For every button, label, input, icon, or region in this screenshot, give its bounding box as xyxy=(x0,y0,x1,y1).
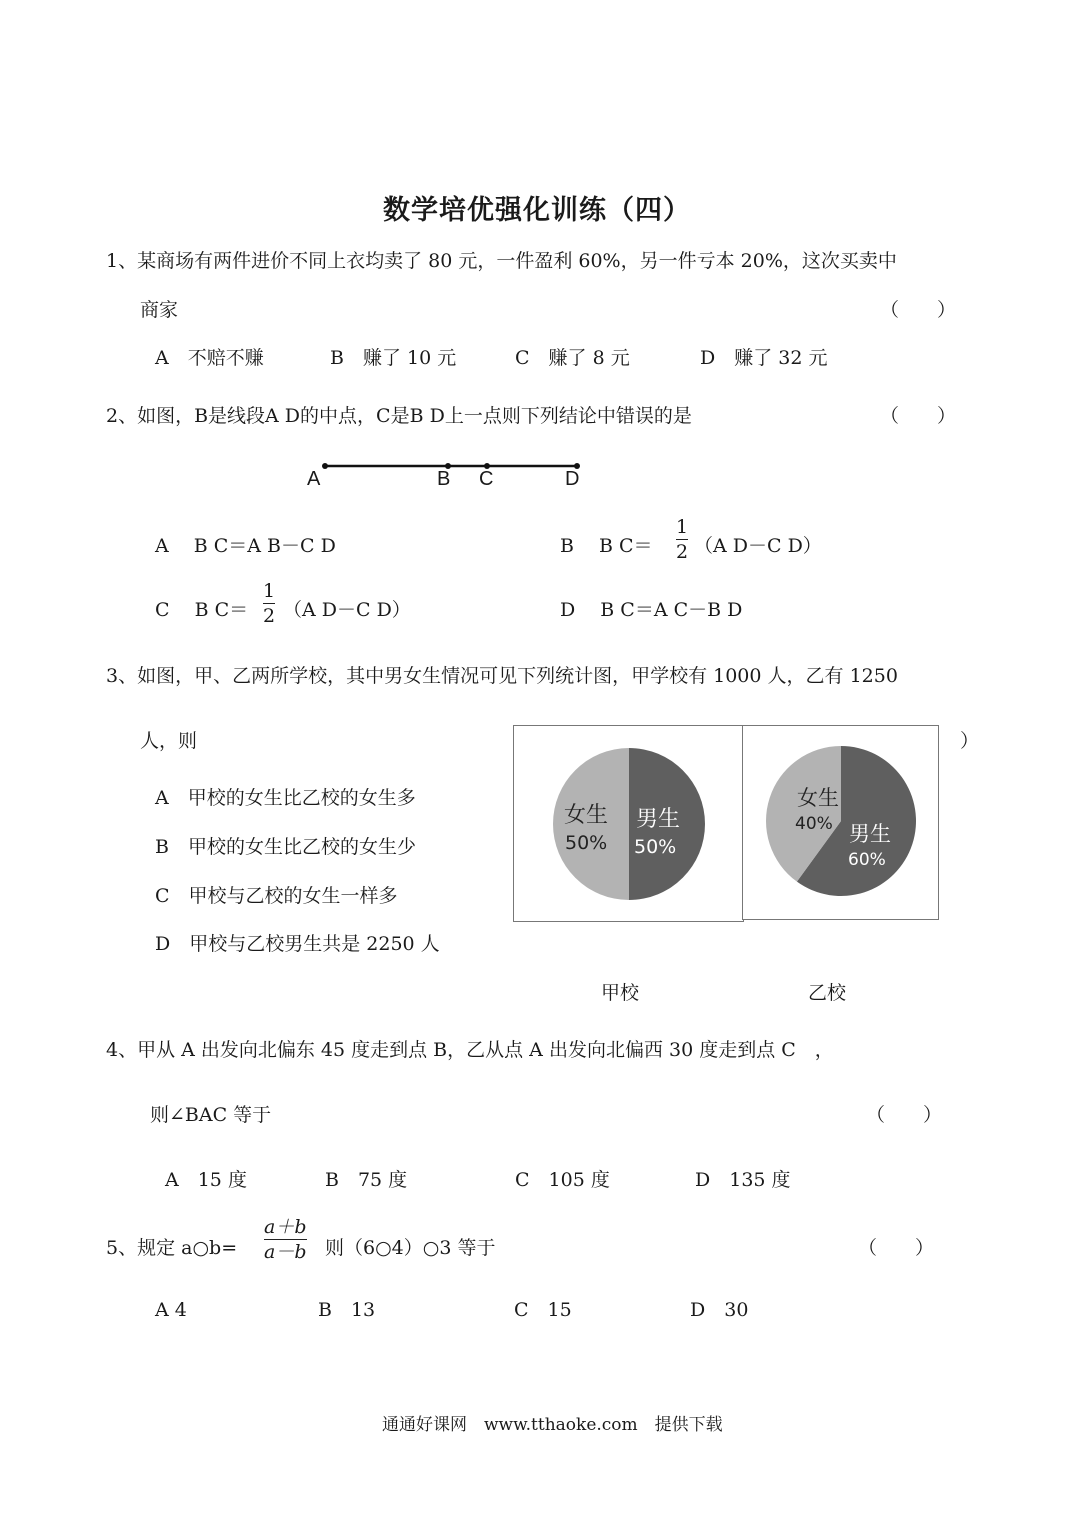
q1-stem-line1: 1、某商场有两件进价不同上衣均卖了 80 元，一件盈利 60%，另一件亏本 20%，这次买卖中 xyxy=(106,250,897,272)
q1-option-c: C 赚了 8 元 xyxy=(515,347,630,369)
q5-option-b: B 13 xyxy=(318,1299,376,1321)
q2-option-b-rest: （A D－C D） xyxy=(694,535,822,557)
q4-stem-line2: 则∠BAC 等于 xyxy=(150,1104,272,1126)
q3-stem-line2: 人，则 xyxy=(140,730,198,752)
pie-chart-jia-frame xyxy=(513,725,744,922)
point-a-label: A xyxy=(307,468,321,490)
fraction-numerator: 1 xyxy=(263,580,276,602)
q5-option-a: A 4 xyxy=(155,1299,187,1321)
q3-stem-line1: 3、如图，甲、乙两所学校，其中男女生情况可见下列统计图，甲学校有 1000 人，乙有 1250 xyxy=(106,665,898,687)
page-title: 数学培优强化训练（四） xyxy=(383,195,691,226)
pie-jia-girls-value: 50% xyxy=(565,832,608,854)
q5-stem-post: 则（6○4）○3 等于 xyxy=(325,1237,496,1259)
q2-option-d: D B C＝A C－B D xyxy=(560,599,743,621)
q2-option-a: A B C＝A B－C D xyxy=(155,535,336,557)
q2-option-c: C B C＝ xyxy=(155,599,249,621)
point-b-label: B xyxy=(437,468,451,490)
pie-jia-boys-value: 50% xyxy=(634,836,677,858)
q2-stem: 2、如图，B是线段A D的中点，C是B D上一点则下列结论中错误的是 xyxy=(106,405,692,427)
point-a-dot xyxy=(322,463,328,469)
q3-option-a: A 甲校的女生比乙校的女生多 xyxy=(155,787,416,809)
fraction-numerator: a＋b xyxy=(264,1216,307,1238)
pie-jia-girls-name: 女生 xyxy=(564,803,609,828)
q5-option-d: D 30 xyxy=(690,1299,749,1321)
q5-fraction xyxy=(264,1216,307,1263)
point-c-label: C xyxy=(479,468,494,490)
q4-option-b: B 75 度 xyxy=(325,1169,408,1191)
q2-answer-bracket: （ ） xyxy=(880,405,957,427)
q1-stem-line2: 商家 xyxy=(140,299,179,321)
pie-yi-girls-name: 女生 xyxy=(797,786,839,810)
q2-option-c-fraction xyxy=(263,580,275,627)
pie-yi-girls-value: 40% xyxy=(795,814,833,834)
q5-answer-bracket: （ ） xyxy=(858,1237,935,1259)
pie-yi-boys-value: 60% xyxy=(848,850,886,870)
fraction-denominator: 2 xyxy=(263,605,276,627)
fraction-denominator: 2 xyxy=(676,541,689,563)
q1-option-b: B 赚了 10 元 xyxy=(330,347,457,369)
pie-chart-jia xyxy=(514,726,743,921)
q1-answer-bracket: （ ） xyxy=(880,299,957,321)
pie-yi-caption: 乙校 xyxy=(808,982,847,1004)
fraction-denominator: a－b xyxy=(264,1241,307,1263)
q3-option-b: B 甲校的女生比乙校的女生少 xyxy=(155,836,416,858)
q4-option-a: A 15 度 xyxy=(165,1169,247,1191)
pie-jia-boys-name: 男生 xyxy=(636,807,681,832)
q4-option-c: C 105 度 xyxy=(515,1169,610,1191)
q3-option-c: C 甲校与乙校的女生一样多 xyxy=(155,885,398,907)
pie-chart-yi-frame xyxy=(742,725,939,920)
q3-answer-bracket: ） xyxy=(960,730,980,752)
pie-yi-boys-name: 男生 xyxy=(849,822,891,846)
q3-option-d: D 甲校与乙校男生共是 2250 人 xyxy=(155,933,440,955)
q2-option-c-rest: （A D－C D） xyxy=(283,599,411,621)
q2-option-b-fraction xyxy=(676,516,688,563)
q1-option-a: A 不赔不赚 xyxy=(155,347,264,369)
q2-option-b: B B C＝ xyxy=(560,535,653,557)
page-footer: 通通好课网 www.tthaoke.com 提供下载 xyxy=(382,1415,723,1435)
point-d-label: D xyxy=(565,468,580,490)
pie-chart-yi xyxy=(743,726,938,919)
pie-jia-caption: 甲校 xyxy=(601,982,640,1004)
fraction-numerator: 1 xyxy=(676,516,689,538)
q5-stem-pre: 5、规定 a○b= xyxy=(106,1237,238,1259)
q5-option-c: C 15 xyxy=(514,1299,572,1321)
q4-option-d: D 135 度 xyxy=(695,1169,791,1191)
q4-stem-line1: 4、甲从 A 出发向北偏东 45 度走到点 B，乙从点 A 出发向北偏西 30 度走到点 C ， xyxy=(106,1039,834,1061)
q1-option-d: D 赚了 32 元 xyxy=(700,347,828,369)
q4-answer-bracket: （ ） xyxy=(866,1104,943,1126)
